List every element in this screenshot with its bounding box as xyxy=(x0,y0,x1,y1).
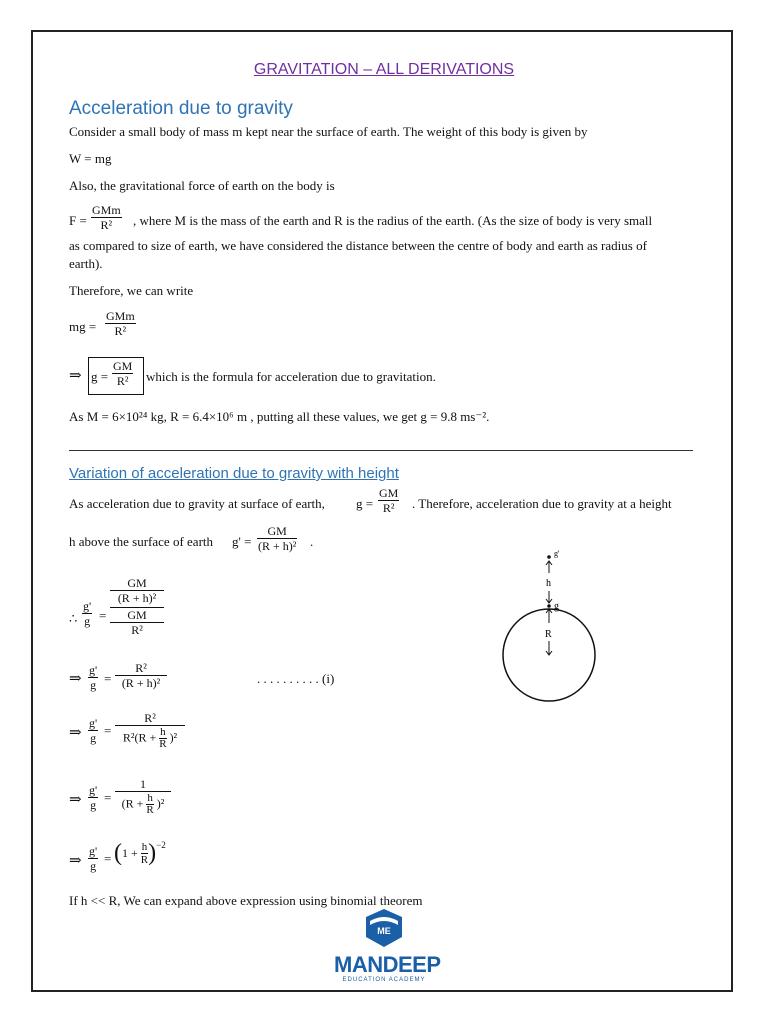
numerator: g' xyxy=(89,783,98,797)
period: . xyxy=(310,534,314,549)
paragraph-values: As M = 6×10²⁴ kg, R = 6.4×10⁶ m , putting all these values, we get g = 9.8 ms⁻². xyxy=(69,409,490,424)
earth-height-diagram xyxy=(495,545,615,705)
numerator: GMm xyxy=(92,203,121,217)
paragraph: which is the formula for acceleration due to gravitation. xyxy=(146,369,436,384)
numerator: g' xyxy=(83,599,92,613)
denominator: (R + h)² xyxy=(110,590,164,605)
point-surface xyxy=(547,604,551,608)
denominator: g xyxy=(88,858,98,873)
paragraph: If h << R, We can expand above expression using binomial theorem xyxy=(69,893,423,908)
inner-numerator: h xyxy=(160,726,166,738)
fraction-ratio xyxy=(88,783,98,812)
denominator xyxy=(115,791,171,816)
paragraph: Also, the gravitational force of earth on the body is xyxy=(69,178,335,193)
fraction-top xyxy=(110,576,164,605)
equals-sign: = xyxy=(104,851,112,866)
equals-sign: = xyxy=(104,723,112,738)
numerator: 1 xyxy=(140,777,146,791)
inner-denominator: R xyxy=(140,854,149,866)
numerator: GM xyxy=(379,486,399,500)
denominator: g xyxy=(88,730,98,745)
denominator: R² xyxy=(112,373,133,388)
logo-mark-text: ME xyxy=(377,926,391,936)
denominator: R² xyxy=(110,622,164,637)
implies-symbol: ⇒ xyxy=(69,368,82,384)
label-g: g xyxy=(554,601,559,612)
paragraph: , where M is the mass of the earth and R is the radius of the earth. (As the size of body is very small xyxy=(133,213,653,228)
fraction-step3 xyxy=(115,711,185,750)
denominator: g xyxy=(88,677,98,692)
denominator xyxy=(115,725,185,750)
inner-denominator: R xyxy=(146,804,154,816)
denominator: (R + h)² xyxy=(258,539,297,553)
implies-symbol: ⇒ xyxy=(69,792,82,808)
denominator-part: R²(R + xyxy=(122,730,157,745)
implies-symbol: ⇒ xyxy=(69,671,82,687)
numerator: GM xyxy=(113,359,133,373)
denominator-part: )² xyxy=(156,796,165,811)
numerator: g' xyxy=(89,844,98,858)
denominator: g xyxy=(88,797,98,812)
section-heading-acceleration: Acceleration due to gravity xyxy=(69,98,293,119)
implies-symbol: ⇒ xyxy=(69,725,82,741)
exponent: −2 xyxy=(156,840,166,850)
numerator: R² xyxy=(144,711,156,725)
horizontal-rule xyxy=(69,450,693,451)
logo-mark-icon xyxy=(362,907,406,949)
numerator: GMm xyxy=(106,309,135,323)
logo-tagline: EDUCATION ACADEMY xyxy=(342,977,426,983)
paragraph: h above the surface of earth xyxy=(69,534,214,549)
denominator: R² xyxy=(105,323,136,338)
paragraph: As acceleration due to gravity at surface of earth, xyxy=(69,496,325,511)
numerator: g' xyxy=(89,716,98,730)
paragraph: Therefore, we can write xyxy=(69,283,194,298)
equals-sign: = xyxy=(104,671,112,686)
numerator: GM xyxy=(127,608,147,622)
equation-force-lhs: F = xyxy=(69,213,87,228)
paragraph: . Therefore, acceleration due to gravity at a height xyxy=(412,496,672,511)
section-heading-variation: Variation of acceleration due to gravity with height xyxy=(69,465,399,482)
numerator: g' xyxy=(89,663,98,677)
implies-symbol: ⇒ xyxy=(69,853,82,869)
power-expression: (1 + $\frac{h}{R}$ )$^{-2}$ xyxy=(114,840,166,866)
fraction-g xyxy=(378,486,399,515)
equation-gprime-lhs: g' = xyxy=(232,534,252,549)
inner-fraction xyxy=(146,793,153,816)
compound-fraction xyxy=(110,576,164,637)
equation-tag: . . . . . . . . . . (i) xyxy=(257,671,335,686)
fraction-step2 xyxy=(115,661,167,690)
fraction-force xyxy=(91,203,122,232)
equation-weight: W = mg xyxy=(69,151,112,166)
expression-part: 1 + xyxy=(122,846,138,860)
inner-numerator: h xyxy=(141,841,148,853)
mandeep-logo xyxy=(334,907,441,984)
equation-g-lhs: g = xyxy=(356,496,374,511)
logo-name: MANDEEP xyxy=(334,952,441,977)
fraction-g xyxy=(112,359,133,388)
fraction-ratio xyxy=(88,844,98,873)
equals-sign: = xyxy=(99,608,107,623)
inner-numerator: h xyxy=(147,792,153,804)
fraction-step4 xyxy=(115,777,171,816)
equals-sign: = xyxy=(104,790,112,805)
page-title: GRAVITATION – ALL DERIVATIONS xyxy=(253,61,515,78)
equation-mg-lhs: mg = xyxy=(69,319,97,334)
paragraph: as compared to size of earth, we have considered the distance between the centre of body and earth as radius of xyxy=(69,238,647,253)
fraction-ratio xyxy=(82,599,92,628)
fraction-ratio xyxy=(88,716,98,745)
inner-denominator: R xyxy=(159,738,167,750)
numerator: GM xyxy=(267,524,287,538)
paragraph: earth). xyxy=(69,256,103,271)
point-height xyxy=(547,555,551,559)
denominator-part: )² xyxy=(169,730,178,745)
denominator: g xyxy=(82,613,92,628)
denominator-part: (R + xyxy=(121,796,144,811)
denominator: R² xyxy=(91,217,122,232)
label-h: h xyxy=(546,578,551,589)
fraction-bottom xyxy=(110,608,164,637)
paragraph: Consider a small body of mass m kept near the surface of earth. The weight of this body is given by xyxy=(69,124,588,139)
therefore-symbol: ∴ xyxy=(69,611,78,626)
numerator: GM xyxy=(127,576,147,590)
denominator: (R + h)² xyxy=(115,675,167,690)
fraction-gprime xyxy=(257,524,297,553)
equation-g-lhs: g = xyxy=(91,369,109,384)
inner-fraction xyxy=(159,727,166,750)
fraction-mg xyxy=(105,309,136,338)
fraction-ratio xyxy=(88,663,98,692)
label-gprime: g' xyxy=(554,549,560,558)
label-R: R xyxy=(545,629,552,640)
numerator: R² xyxy=(135,661,147,675)
denominator: R² xyxy=(378,500,399,515)
